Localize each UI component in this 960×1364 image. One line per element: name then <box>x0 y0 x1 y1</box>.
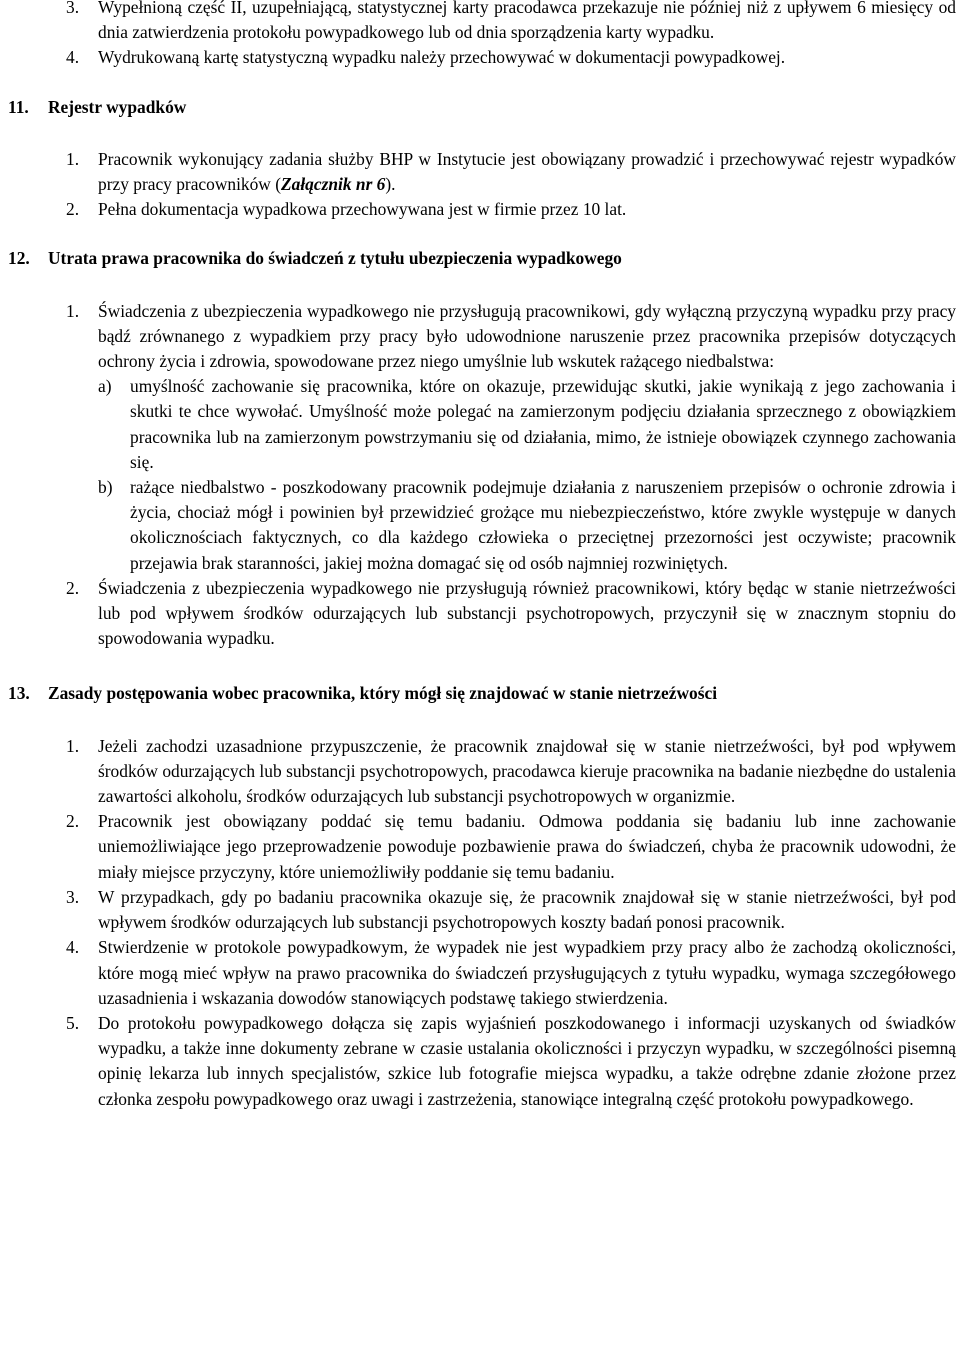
sub-list-item-text: rażące niedbalstwo - poszkodowany pracownik podejmuje działania z naruszeniem przepisów o ochronie zdrowia i życia, chociaż mógł i powinien był przewidzieć grożące mu niebezpieczeństwo, które zwykle występuje w danych okolicznościach faktycznych, co dla każdego człowieka o przeciętnej przezorności jest oczywiste; pracownik przejawia brak staranności, jakiej można domagać się od osób najmniej rozwiniętych. <box>130 477 956 573</box>
section-title: Utrata prawa pracownika do świadczeń z tytułu ubezpieczenia wypadkowego <box>48 248 622 269</box>
list-item <box>0 885 960 935</box>
list-item-text: Świadczenia z ubezpieczenia wypadkowego nie przysługują pracownikowi, gdy wyłączną przyczyną wypadku przy pracy bądź zrównanego z wypadkiem przy pracy było udowodnione naruszenie przez pracownika przepisów dotyczących ochrony życia i zdrowia, spowodowane przez niego umyślnie lub wskutek rażącego niedbalstwa: <box>98 300 956 372</box>
list-item-text: Do protokołu powypadkowego dołącza się zapis wyjaśnień poszkodowanego i informacji uzyskanych od świadków wypadku, a także inne dokumenty zebrane w czasie ustalania okoliczności i przyczyn wypadku, w szczególności pisemną opinię lekarza lub innych specjalistów, szkice lub fotografie miejsca wypadku, a także odrębne zdanie złożone przez członka zespołu powypadkowego oraz uwagi i zastrzeżenia, stanowiące integralną część protokołu powypadkowego. <box>98 1012 956 1109</box>
list-item-text: W przypadkach, gdy po badaniu pracownika okazuje się, że pracownik znajdował się w stanie nietrzeźwości, był pod wpływem środków odurzających lub substancji psychotropowych koszty badań ponosi pracownik. <box>98 886 956 933</box>
sub-list-item <box>0 374 960 475</box>
list-item-number: 2. <box>66 577 80 598</box>
list-item <box>0 734 960 810</box>
list-item-number: 3. <box>66 0 80 17</box>
list-item-text: Jeżeli zachodzi uzasadnione przypuszczenie, że pracownik znajdował się w stanie nietrzeźwości, był pod wpływem środków odurzających lub substancji psychotropowych, pracodawca kieruje pracownika na badanie niezbędne do ustalenia zawartości alkoholu, środków odurzających lub substancji psychotropowych w organizmie. <box>98 735 956 807</box>
attachment-reference: Załącznik nr 6 <box>281 174 386 195</box>
section-number: 13. <box>8 683 30 704</box>
list-item-text: Pracownik jest obowiązany poddać się temu badaniu. Odmowa poddania się badaniu lub inne zachowanie uniemożliwiające jego przeprowadzenie powoduje pozbawienie prawa do świadczeń, chyba że pracownik udowodni, że miały miejsce przyczyny, które uniemożliwiły poddanie się temu badaniu. <box>98 811 956 882</box>
list-item <box>0 809 960 885</box>
list-item <box>0 1011 960 1112</box>
section-title: Zasady postępowania wobec pracownika, który mógł się znajdować w stanie nietrzeźwości <box>48 683 718 704</box>
list-item <box>0 45 960 70</box>
list-item-number: 4. <box>66 937 80 958</box>
sub-list-item-text: umyślność zachowanie się pracownika, które on okazuje, przewidując skutki, jakie wynikają z jego zachowania i skutki te chce wywołać. Umyślność może polegać na zamierzonym podjęciu działania sprzecznego z obowiązkiem pracownika lub na zamierzonym powstrzymaniu się od działania, mimo, że istnieje obowiązek czynnego zachowania się. <box>130 376 956 472</box>
list-item-text: Wypełnioną część II, uzupełniającą, statystycznej karty pracodawca przekazuje nie później niż z upływem 6 miesięcy od dnia zatwierdzenia protokołu powypadkowego lub od dnia sporządzenia karty wypadku. <box>98 0 956 43</box>
list-item <box>0 576 960 652</box>
list-item-text: Świadczenia z ubezpieczenia wypadkowego nie przysługują również pracownikowi, który będąc w stanie nietrzeźwości lub pod wpływem środków odurzających lub substancji psychotropowych, przyczynił się w znacznym stopniu do spowodowania wypadku. <box>98 577 956 649</box>
sub-list-item-letter: a) <box>98 376 112 397</box>
list-item-number: 1. <box>66 300 80 321</box>
list-item <box>0 0 960 45</box>
list-item-number: 2. <box>66 199 80 220</box>
list-item-number: 3. <box>66 886 80 907</box>
list-item-number: 2. <box>66 811 80 832</box>
list-item <box>0 935 960 1011</box>
list-item-number: 5. <box>66 1012 80 1033</box>
list-item-number: 4. <box>66 47 80 68</box>
section-number: 11. <box>8 96 29 117</box>
section-title: Rejestr wypadków <box>48 96 187 117</box>
list-item-text: Pracownik wykonujący zadania służby BHP w Instytucie jest obowiązany prowadzić i przechowywać rejestr wypadków przy pracy pracowników ( <box>98 148 956 195</box>
sub-list-item-letter: b) <box>98 477 113 498</box>
list-item <box>0 299 960 375</box>
list-item <box>0 197 960 222</box>
section-heading-12 <box>0 246 960 271</box>
section-number: 12. <box>8 248 30 269</box>
list-item-number: 1. <box>66 735 80 756</box>
list-item-text-tail: ). <box>385 174 396 195</box>
list-item-text: Wydrukowaną kartę statystyczną wypadku należy przechowywać w dokumentacji powypadkowej. <box>98 47 786 68</box>
list-item <box>0 147 960 197</box>
list-item-text: Stwierdzenie w protokole powypadkowym, że wypadek nie jest wypadkiem przy pracy albo że zachodzą okoliczności, które mogą mieć wpływ na prawo pracownika do świadczeń przysługujących z tytułu wypadku, wymaga szczegółowego uzasadnienia i wskazania dowodów stanowiących podstawę takiego stwierdzenia. <box>98 937 956 1008</box>
list-item-number: 1. <box>66 148 80 169</box>
section-heading-11 <box>0 95 960 120</box>
sub-list-item <box>0 475 960 576</box>
list-item-text: Pełna dokumentacja wypadkowa przechowywana jest w firmie przez 10 lat. <box>98 199 627 220</box>
section-heading-13 <box>0 681 960 706</box>
